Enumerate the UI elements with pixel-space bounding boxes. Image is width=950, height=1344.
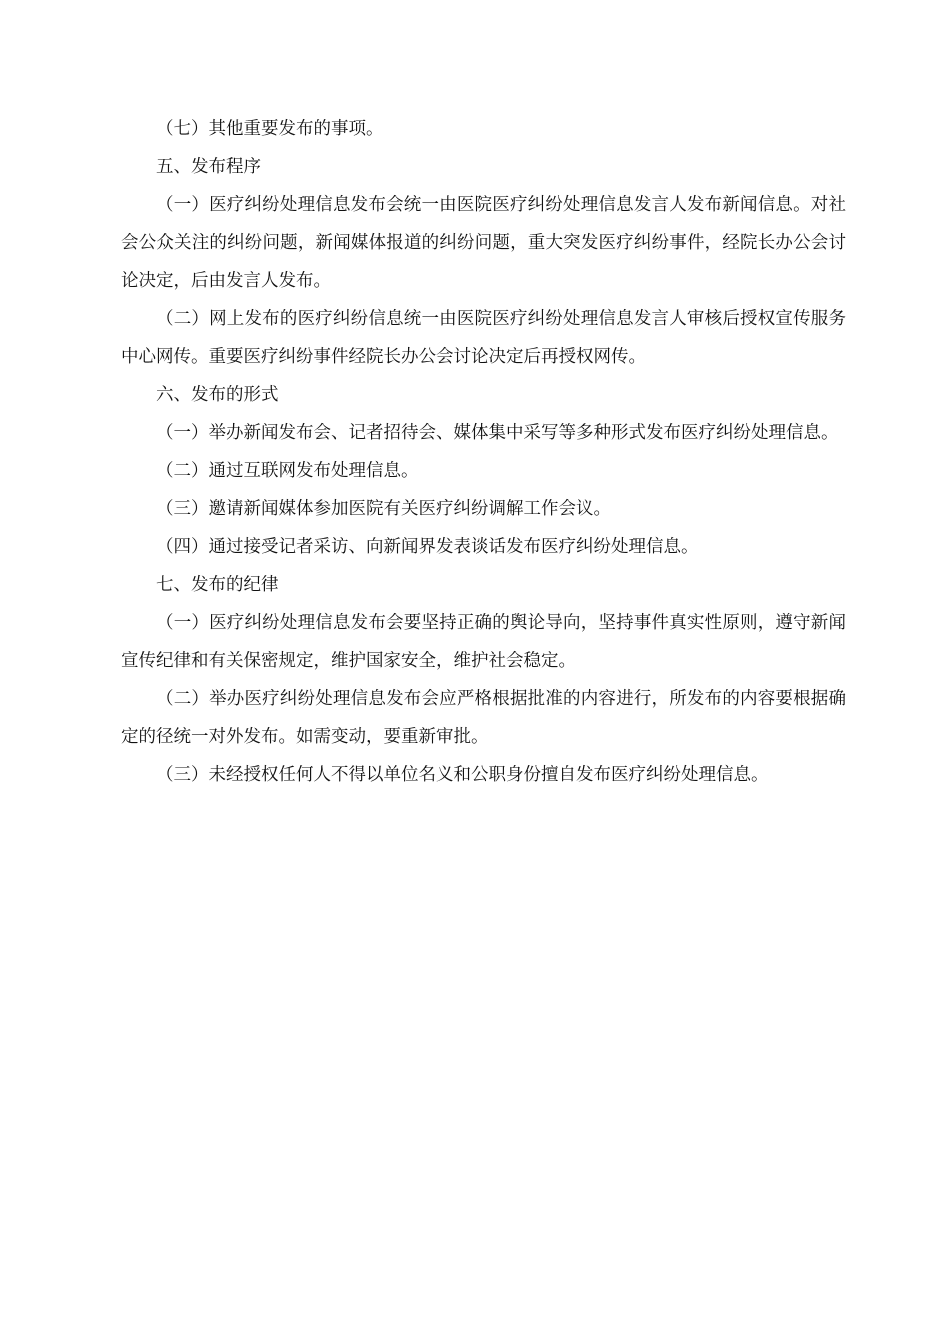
- paragraph-procedure-1: （一）医疗纠纷处理信息发布会统一由医院医疗纠纷处理信息发言人发布新闻信息。对社会公众关注的纠纷问题，新闻媒体报道的纠纷问题，重大突发医疗纠纷事件，经院长办公会讨论决定，后由发言人发布。: [121, 195, 846, 291]
- section-heading-publish-forms: 六、发布的形式: [156, 385, 279, 405]
- paragraph-discipline-3: （三）未经授权任何人不得以单位名义和公职身份擅自发布医疗纠纷处理信息。: [156, 765, 769, 785]
- document-body: [121, 110, 846, 794]
- paragraph-item-7: （七）其他重要发布的事项。: [156, 119, 384, 139]
- paragraph-forms-1: （一）举办新闻发布会、记者招待会、媒体集中采写等多种形式发布医疗纠纷处理信息。: [156, 423, 839, 443]
- paragraph-discipline-1: （一）医疗纠纷处理信息发布会要坚持正确的舆论导向，坚持事件真实性原则，遵守新闻宣传纪律和有关保密规定，维护国家安全，维护社会稳定。: [121, 613, 846, 671]
- paragraph-forms-2: （二）通过互联网发布处理信息。: [156, 461, 419, 481]
- section-heading-publish-procedure: 五、发布程序: [156, 157, 261, 177]
- paragraph-forms-4: （四）通过接受记者采访、向新闻界发表谈话发布医疗纠纷处理信息。: [156, 537, 699, 557]
- paragraph-forms-3: （三）邀请新闻媒体参加医院有关医疗纠纷调解工作会议。: [156, 499, 611, 519]
- section-heading-publish-discipline: 七、发布的纪律: [156, 575, 279, 595]
- paragraph-procedure-2: （二）网上发布的医疗纠纷信息统一由医院医疗纠纷处理信息发言人审核后授权宣传服务中心网传。重要医疗纠纷事件经院长办公会讨论决定后再授权网传。: [121, 309, 846, 367]
- paragraph-discipline-2: （二）举办医疗纠纷处理信息发布会应严格根据批准的内容进行，所发布的内容要根据确定的径统一对外发布。如需变动，要重新审批。: [121, 689, 846, 747]
